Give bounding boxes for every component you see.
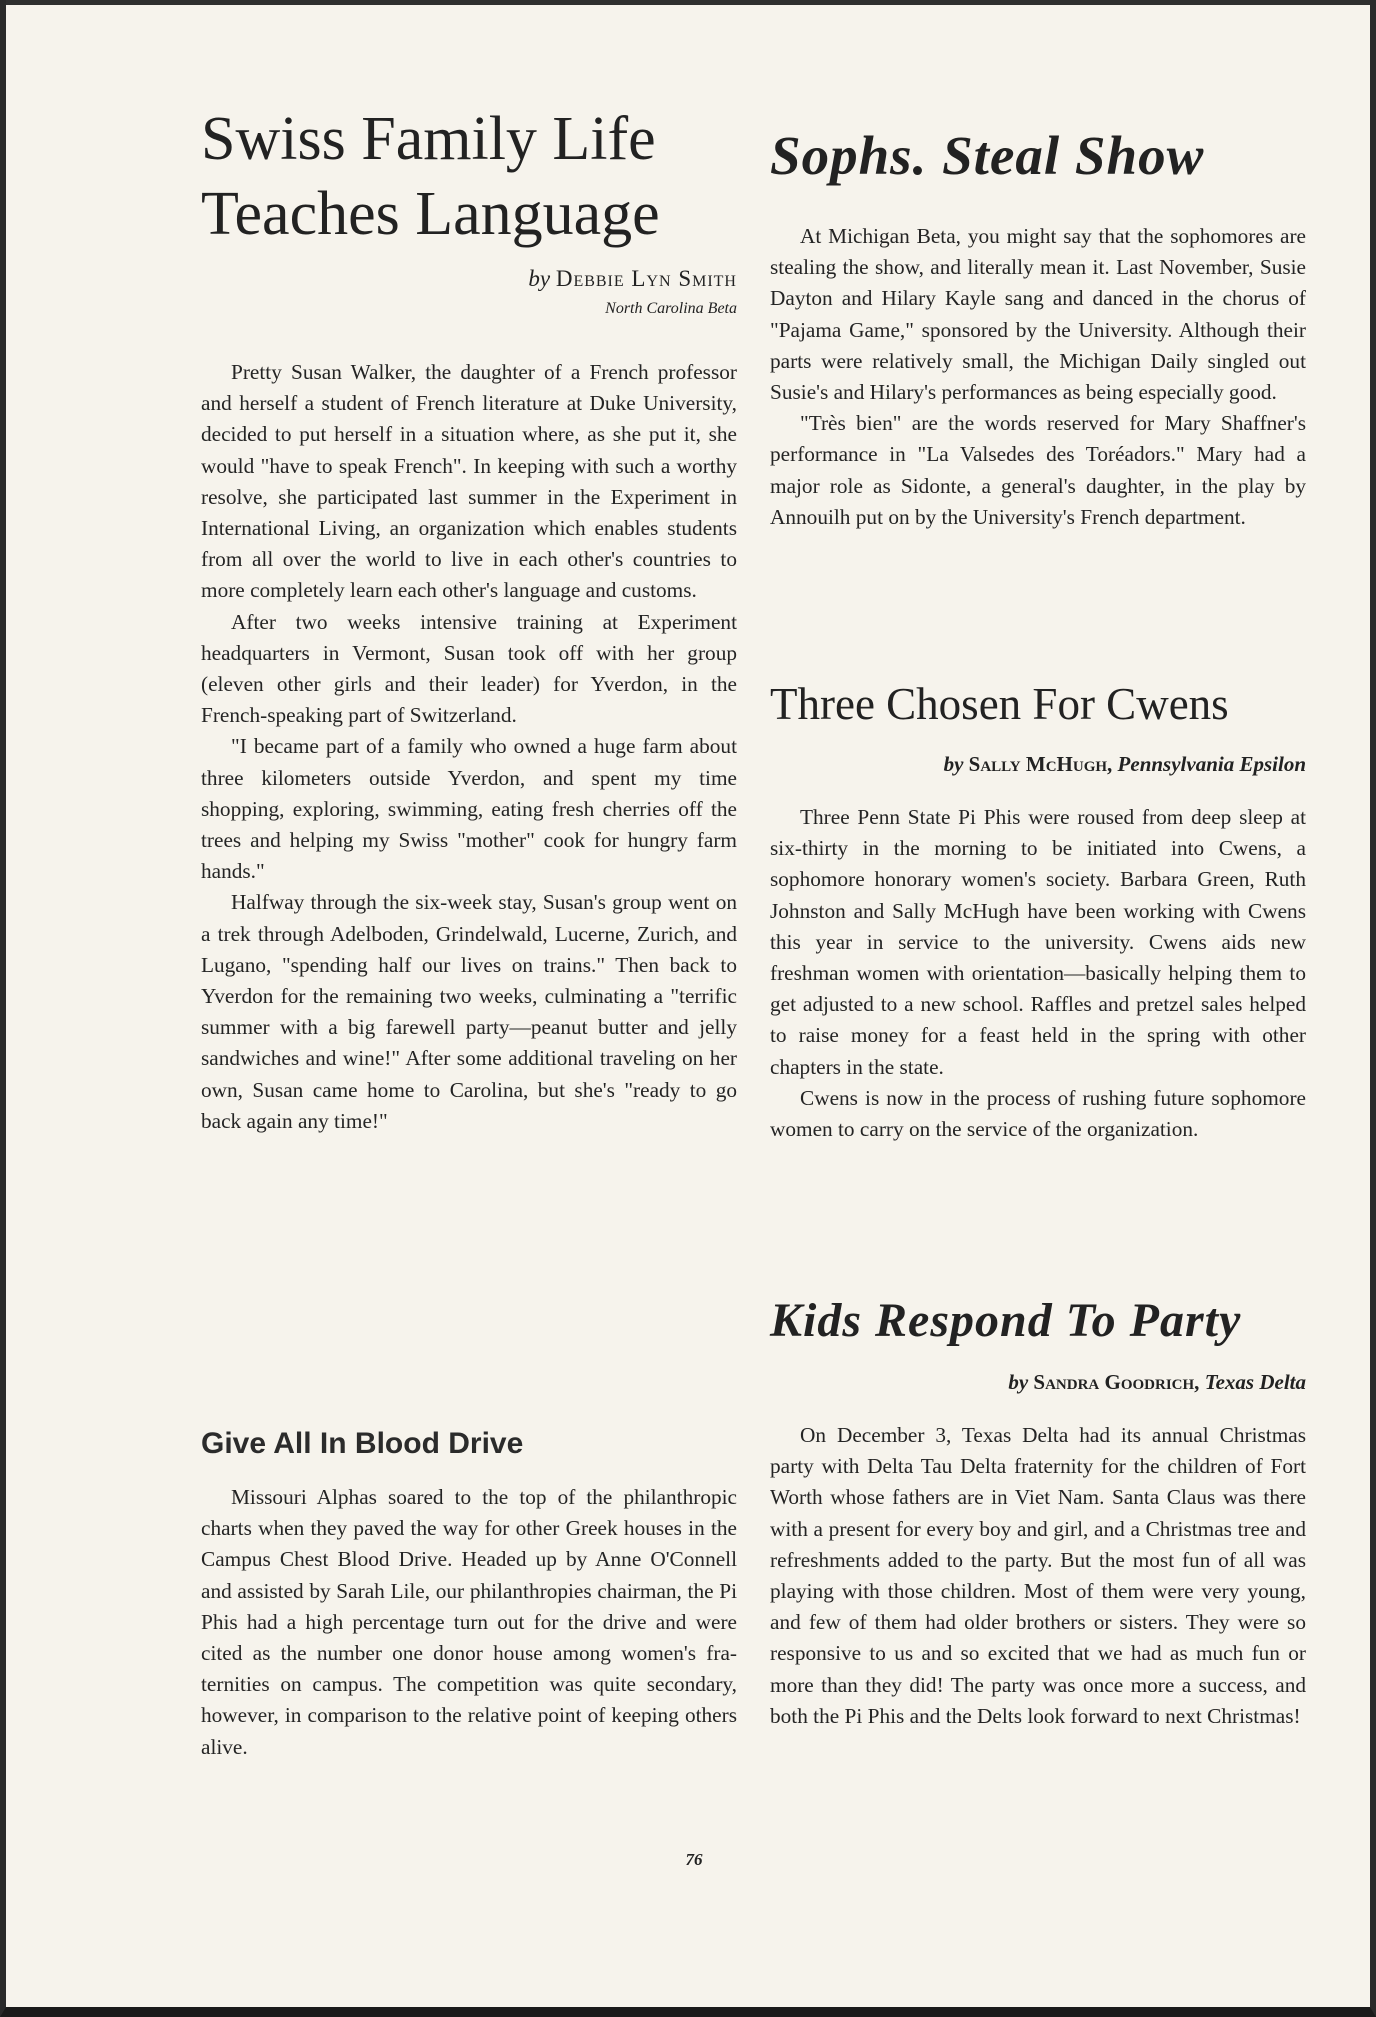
article-title: Sophs. Steal Show <box>770 125 1205 186</box>
chapter-name: Pennsylvania Epsilon <box>1117 752 1306 776</box>
author-name: Sandra Goodrich, <box>1033 1370 1200 1394</box>
article-title: Kids Respond To Party <box>770 1294 1242 1347</box>
paragraph: Pretty Susan Walker, the daughter of a French professor and herself a student of French literature at Duke University, decided to put herself in a situation where, as she put it, she would "have to speak French". In keeping with such a worthy resolve, she participated last summer in the Experiment in International Living, an organization which enables students from all over the world to live in each other's countries to more completely learn each other's language and customs. <box>201 360 737 603</box>
article-swiss-family <box>201 102 737 1137</box>
paragraph: At Michigan Beta, you might say that the sophomores are stealing the show, and literally mean it. Last November, Susie Dayton and Hilary Kayle sang and danced in the chorus of "Pajama Game," sponsored by the University. Although their parts were relatively small, the Michigan Daily singled out Susie's and Hilary's performances as being especially good. <box>770 224 1306 405</box>
paragraph: Missouri Alphas soared to the top of the philanthropic charts when they paved the way for other Greek houses in the Campus Chest Blood Drive. Headed up by Anne O'Connell and assisted by Sarah Lile, our philanthropies chairman, the Pi Phis had a high percentage turn out for the drive and were cited as the number one donor house among women's fraternities on campus. The competition was quite secondary, however, in comparison to the relative point of keeping others alive. <box>201 1485 737 1759</box>
paragraph: "Très bien" are the words reserved for Mary Shaffner's performance in "La Valsedes des Toréadors." Mary had a major role as Sidonte, a general's daughter, in the play by Annouilh put on by the University's French department. <box>770 411 1306 529</box>
paragraph: On December 3, Texas Delta had its annual Christmas party with Delta Tau Delta fraternity for the children of Fort Worth whose fathers are in Viet Nam. Santa Claus was there with a present for every boy and girl, and a Christmas tree and refreshments added to the party. But the most fun of all was playing with those children. Most of them were very young, and few of them had older brothers or sisters. They were so responsive to us and so excited that we had as much fun or more than they did! The party was once more a success, and both the Pi Phis and the Delts look forward to next Christmas! <box>770 1423 1306 1728</box>
article-title: Give All In Blood Drive <box>201 1427 524 1460</box>
chapter-name: Texas Delta <box>1204 1370 1306 1394</box>
article-body <box>770 221 1306 533</box>
chapter-name: North Carolina Beta <box>605 300 737 317</box>
article-blood-drive <box>201 1426 737 1763</box>
paragraph: Cwens is now in the process of rushing future sophomore women to carry on the service of the organization. <box>770 1085 1306 1142</box>
article-body <box>770 802 1306 1145</box>
byline: by Debbie Lyn Smith North Carolina Beta <box>201 264 737 324</box>
article-body <box>770 1420 1306 1732</box>
paragraph: Three Penn State Pi Phis were roused from deep sleep at six-thirty in the morning to be initiated into Cwens, a sophomore honorary women's society. Barbara Green, Ruth Johnston and Sally McHugh have been working with Cwens this year in service to the university. Cwens aids new freshman women with orientation—basically helping them to get adjusted to a new school. Raffles and pretzel sales helped to raise money for a feast held in the spring with other chapters in the state. <box>770 805 1306 1079</box>
page-number: 76 <box>685 1850 703 1869</box>
article-kids <box>770 1290 1306 1732</box>
article-body <box>201 357 737 1137</box>
paragraph: Halfway through the six-week stay, Susan's group went on a trek through Adelboden, Grindelwald, Lucerne, Zurich, and Lugano, "spending half our lives on trains." Then back to Yverdon for the remaining two weeks, culminating a "terrific summer with a big farewell party—peanut butter and jelly sandwiches and wine!" After some additional traveling on her own, Susan came home to Carolina, but she's "ready to go back again any time!" <box>201 890 737 1133</box>
paragraph: After two weeks intensive training at Experiment headquarters in Vermont, Susan took off with her group (eleven other girls and their leader) for Yverdon, in the French-speaking part of Switzerland. <box>201 609 737 728</box>
article-sophs <box>770 125 1306 533</box>
byline: by Sandra Goodrich, Texas Delta <box>1008 1370 1306 1394</box>
author-name: Debbie Lyn Smith <box>555 266 737 291</box>
article-cwens <box>770 678 1306 1145</box>
article-title: Swiss Family Life Teaches Language <box>201 105 660 248</box>
article-body <box>201 1482 737 1763</box>
paragraph: "I became part of a family who owned a huge farm about three kilometers outside Yverdon, and spent my time shopping, exploring, swimming, eating fresh cherries off the trees and helping my Swiss "mother" cook for hungry farm hands." <box>201 734 737 884</box>
byline: by Sally McHugh, Pennsylvania Epsilon <box>943 752 1306 776</box>
article-title: Three Chosen For Cwens <box>770 679 1229 729</box>
top-rule <box>6 0 1376 5</box>
author-name: Sally McHugh, <box>968 752 1113 776</box>
